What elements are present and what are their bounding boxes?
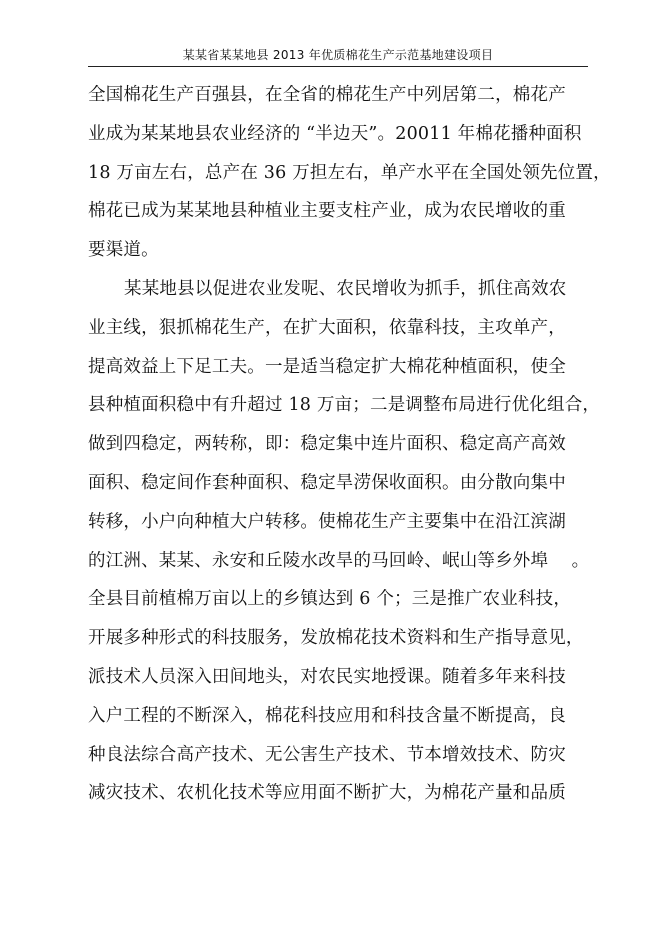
document-body [88, 76, 611, 813]
text-line: 全国棉花生产百强县，在全省的棉花生产中列居第二，棉花产 [88, 85, 566, 105]
text-line: 减灾技术、农机化技术等应用面不断扩大，为棉花产量和品质 [88, 783, 566, 804]
paragraph-first-line: 某某地县以促进农业发呢、农民增收为抓手，抓住高效农 [124, 278, 567, 299]
text-line: 棉花已成为某某地县种植业主要支柱产业，成为农民增收的重 [88, 201, 566, 222]
page-header [88, 44, 588, 67]
text-line: 要渠道。 [88, 240, 159, 261]
text-line: 入户工程的不断深入，棉花科技应用和科技含量不断提高，良 [88, 705, 566, 726]
text-line: 的江洲、某某、永安和丘陵水改旱的马回岭、岷山等乡外埠 。 [88, 550, 590, 571]
text-line: 县种植面积稳中有升超过 18 万亩；二是调整布局进行优化组合， [88, 395, 601, 416]
header-title: 某某省某某地县 2013 年优质棉花生产示范基地建设项目 [182, 48, 494, 62]
text-line: 做到四稳定，两转称，即：稳定集中连片面积、稳定高产高效 [88, 434, 566, 455]
text-line: 转移，小户向种植大户转移。使棉花生产主要集中在沿江滨湖 [88, 511, 566, 532]
text-line: 提高效益上下足工夫。一是适当稳定扩大棉花种植面积，使全 [88, 356, 566, 377]
text-line: 种良法综合高产技术、无公害生产技术、节本增效技术、防灾 [88, 744, 566, 765]
text-line: 全县目前植棉万亩以上的乡镇达到 6 个；三是推广农业科技， [88, 589, 572, 610]
text-line: 面积、稳定间作套种面积、稳定旱涝保收面积。由分散向集中 [88, 472, 566, 493]
text-line: 业主线，狠抓棉花生产，在扩大面积，依靠科技，主攻单产， [88, 317, 566, 338]
text-line: 开展多种形式的科技服务，发放棉花技术资料和生产指导意见， [88, 628, 584, 649]
text-line: 派技术人员深入田间地头，对农民实地授课。随着多年来科技 [88, 666, 566, 687]
text-line: 业成为某某地县农业经济的 “半边天”。20011 年棉花播种面积 [88, 123, 582, 144]
text-line: 18 万亩左右，总产在 36 万担左右，单产水平在全国处领先位置， [88, 162, 611, 183]
